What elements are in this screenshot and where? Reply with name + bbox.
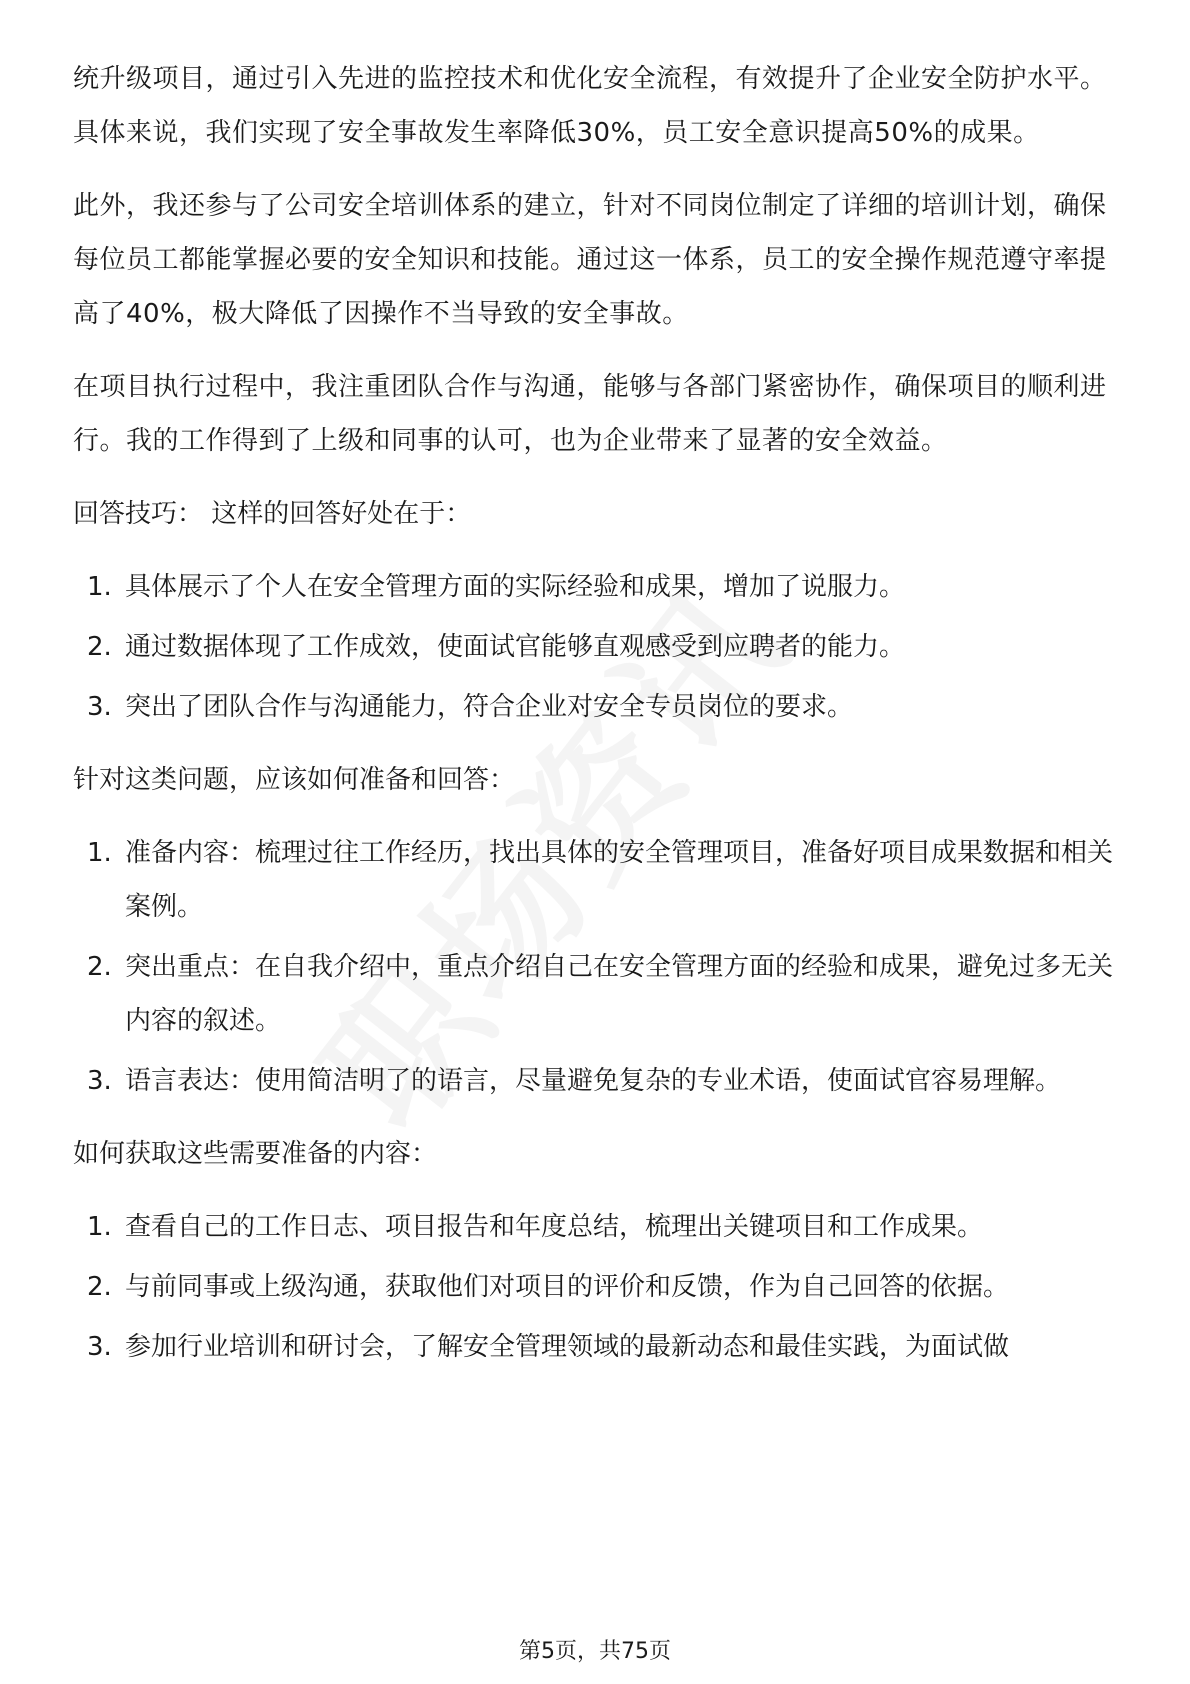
list-item: 2. 与前同事或上级沟通，获取他们对项目的评价和反馈，作为自己回答的依据。 (87, 1272, 1010, 1302)
tips-list (73, 560, 1123, 734)
list-item: 2. 通过数据体现了工作成效，使面试官能够直观感受到应聘者的能力。 (87, 632, 906, 662)
page-number: 第5页，共75页 (519, 1639, 671, 1664)
list-item: 2. 突出重点：在自我介绍中，重点介绍自己在安全管理方面的经验和成果，避免过多无关内容的叙述。 (87, 952, 1114, 1036)
paragraph-2: 此外，我还参与了公司安全培训体系的建立，针对不同岗位制定了详细的培训计划，确保每位员工都能掌握必要的安全知识和技能。通过这一体系，员工的安全操作规范遵守率提高了40%，极大降低了因操作不当导致的安全事故。 (73, 191, 1107, 329)
list-item: 3. 参加行业培训和研讨会，了解安全管理领域的最新动态和最佳实践，为面试做 (87, 1332, 1010, 1362)
list-item: 1. 准备内容：梳理过往工作经历，找出具体的安全管理项目，准备好项目成果数据和相关案例。 (87, 838, 1114, 922)
obtain-heading: 如何获取这些需要准备的内容： (73, 1139, 438, 1169)
prepare-heading: 针对这类问题，应该如何准备和回答： (73, 765, 516, 795)
list-item: 1. 查看自己的工作日志、项目报告和年度总结，梳理出关键项目和工作成果。 (87, 1212, 984, 1242)
paragraph-1: 统升级项目，通过引入先进的监控技术和优化安全流程，有效提升了企业安全防护水平。具体来说，我们实现了安全事故发生率降低30%，员工安全意识提高50%的成果。 (73, 64, 1107, 148)
obtain-list (73, 1200, 1123, 1374)
list-item: 3. 语言表达：使用简洁明了的语言，尽量避免复杂的专业术语，使面试官容易理解。 (87, 1066, 1062, 1096)
document-page (73, 52, 1123, 1393)
list-item: 1. 具体展示了个人在安全管理方面的实际经验和成果，增加了说服力。 (87, 572, 906, 602)
list-item: 3. 突出了团队合作与沟通能力，符合企业对安全专员岗位的要求。 (87, 692, 854, 722)
tips-heading: 回答技巧： 这样的回答好处在于： (73, 499, 472, 529)
paragraph-3: 在项目执行过程中，我注重团队合作与沟通，能够与各部门紧密协作，确保项目的顺利进行。我的工作得到了上级和同事的认可，也为企业带来了显著的安全效益。 (73, 372, 1107, 456)
prepare-list (73, 826, 1123, 1108)
